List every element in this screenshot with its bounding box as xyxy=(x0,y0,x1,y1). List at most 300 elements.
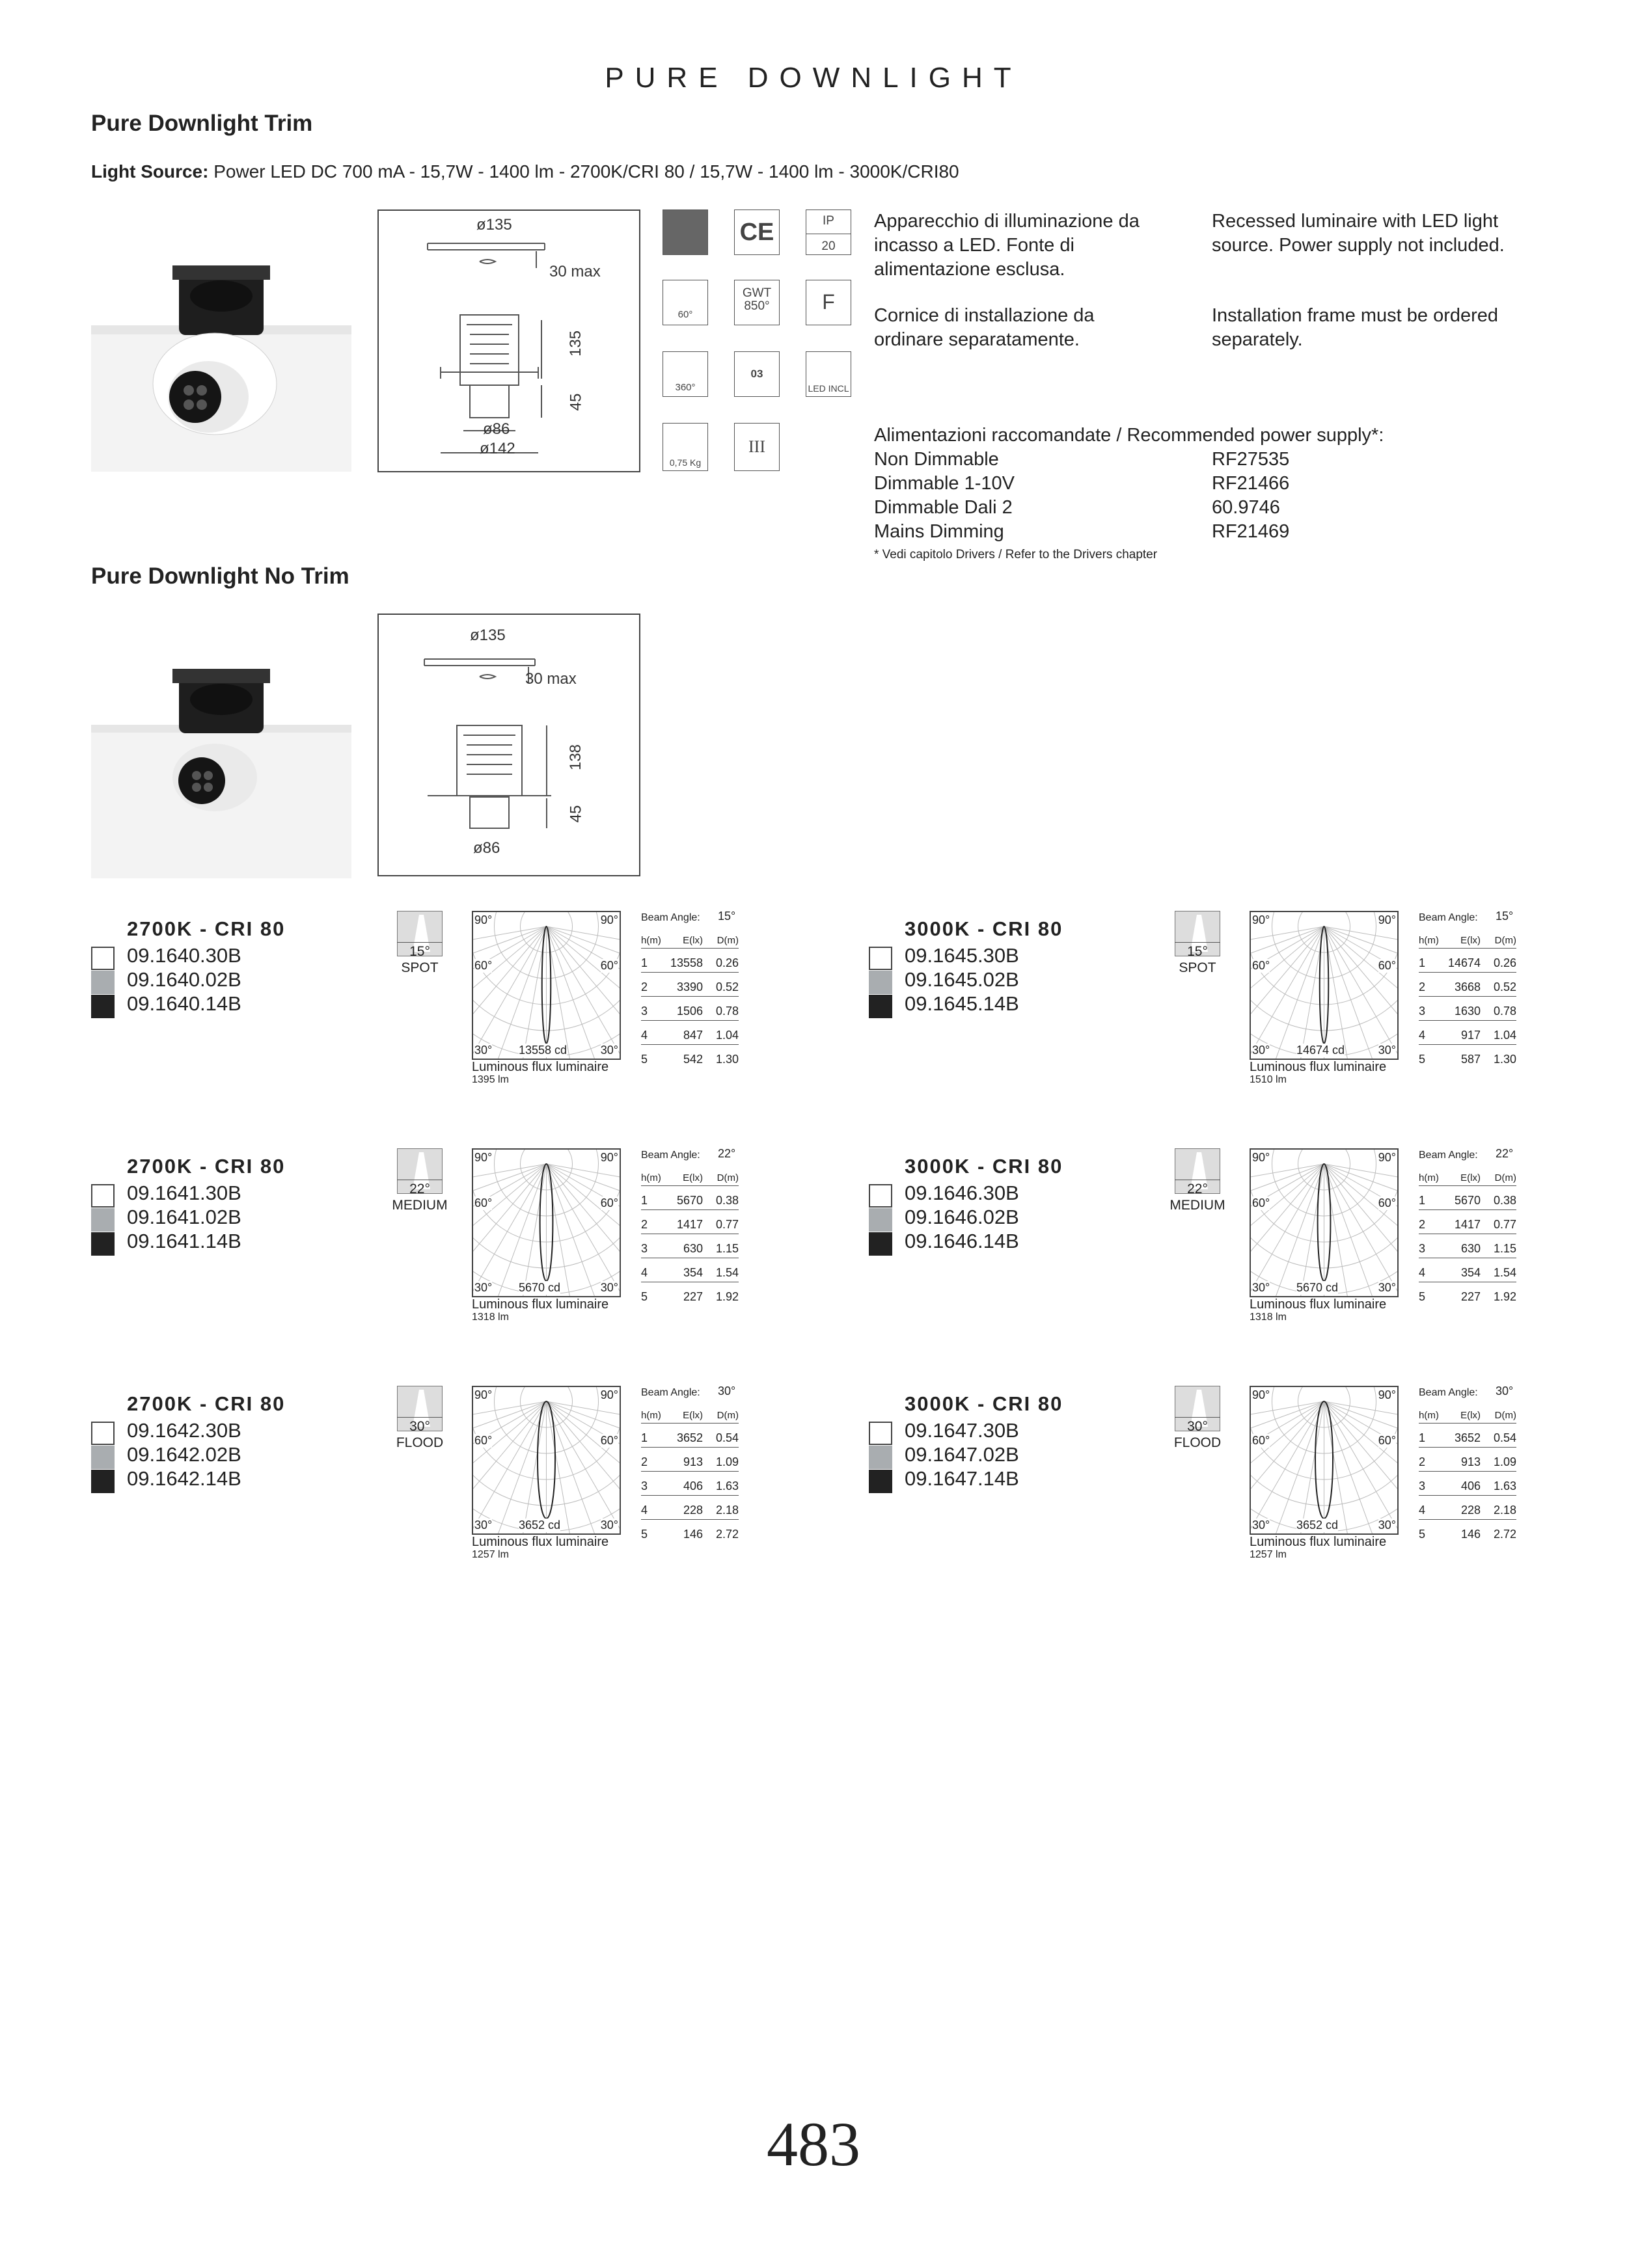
table-cell: 3 xyxy=(1419,1479,1426,1492)
table-cell: 1.30 xyxy=(1493,1053,1516,1066)
dim-diameter-top-notrim: ø135 xyxy=(470,627,506,644)
candela-value: 5670 cd xyxy=(519,1281,561,1294)
table-header-cell: E(lx) xyxy=(1460,935,1481,946)
table-header-row xyxy=(1419,1169,1516,1186)
polar-grid xyxy=(1251,1387,1397,1533)
beam-angle-value: 30° xyxy=(718,1384,736,1397)
color-swatch-grey xyxy=(91,971,115,994)
power-supply-note: * Vedi capitolo Drivers / Refer to the Drivers chapter xyxy=(874,548,1158,561)
polar-angle-label: 90° xyxy=(1252,1151,1270,1164)
table-row xyxy=(641,1021,739,1045)
table-cell: 3 xyxy=(641,1242,648,1255)
luminous-flux-value: 1395 lm xyxy=(472,1074,509,1085)
table-cell: 917 xyxy=(1460,1029,1481,1042)
table-cell: 5 xyxy=(641,1290,648,1303)
table-cell: 1.15 xyxy=(1493,1242,1516,1255)
table-cell: 1630 xyxy=(1454,1005,1481,1018)
polar-angle-label: 30° xyxy=(1378,1281,1396,1294)
table-row xyxy=(1419,1258,1516,1282)
beam-angle-label: Beam Angle: xyxy=(1419,1387,1478,1398)
table-cell: 847 xyxy=(683,1029,703,1042)
light-source-line xyxy=(91,161,959,182)
table-header-cell: h(m) xyxy=(641,1172,661,1183)
dim-height-lower-notrim: 45 xyxy=(567,805,585,823)
product-photo-notrim xyxy=(91,664,351,878)
section-title-notrim: Pure Downlight No Trim xyxy=(91,563,349,589)
polar-angle-label: 30° xyxy=(474,1044,493,1057)
table-header-row xyxy=(641,932,739,949)
table-row xyxy=(1419,1186,1516,1210)
f-mark-icon: F xyxy=(806,280,851,325)
power-supply-name-2: Dimmable 1-10V xyxy=(874,473,1015,494)
color-swatch-black xyxy=(869,995,892,1018)
table-cell: 913 xyxy=(1460,1455,1481,1468)
polar-angle-label: 90° xyxy=(474,1388,493,1401)
table-cell: 2 xyxy=(641,1455,648,1468)
color-swatch-white xyxy=(91,1184,115,1208)
luminous-flux-label: Luminous flux luminaire xyxy=(1250,1297,1387,1312)
luminous-flux-label: Luminous flux luminaire xyxy=(472,1297,609,1312)
color-swatch-black xyxy=(91,1232,115,1256)
polar-angle-label: 60° xyxy=(474,959,493,972)
luminous-flux-value: 1318 lm xyxy=(1250,1312,1287,1323)
table-header-cell: h(m) xyxy=(641,935,661,946)
polar-angle-label: 60° xyxy=(600,1434,618,1447)
polar-angle-label: 60° xyxy=(1252,959,1270,972)
power-supply-code-2: RF21466 xyxy=(1212,473,1290,494)
product-code: 09.1641.30B xyxy=(127,1181,241,1204)
polar-grid xyxy=(473,912,620,1059)
table-header-cell: E(lx) xyxy=(683,1410,703,1421)
polar-angle-label: 30° xyxy=(474,1281,493,1294)
product-header: 2700K - CRI 80 xyxy=(127,1392,286,1415)
table-cell: 5670 xyxy=(676,1194,703,1207)
polar-angle-label: 90° xyxy=(474,913,493,926)
polar-angle-label: 90° xyxy=(474,1151,493,1164)
table-cell: 2 xyxy=(1419,1218,1426,1231)
table-cell: 3390 xyxy=(676,980,703,993)
table-cell: 1.30 xyxy=(715,1053,739,1066)
product-code: 09.1647.14B xyxy=(905,1467,1019,1490)
product-code: 09.1640.14B xyxy=(127,992,241,1015)
polar-angle-label: 30° xyxy=(600,1519,618,1532)
product-code: 09.1641.02B xyxy=(127,1206,241,1228)
technical-drawing-notrim xyxy=(377,614,640,876)
table-cell: 5 xyxy=(1419,1053,1426,1066)
polar-angle-label: 90° xyxy=(1378,1151,1396,1164)
table-row xyxy=(641,1448,739,1472)
beam-angle-value: 22° xyxy=(1496,1147,1514,1160)
table-header-cell: D(m) xyxy=(1494,1410,1516,1421)
table-header-row xyxy=(641,1169,739,1186)
table-row xyxy=(641,997,739,1021)
polar-grid xyxy=(473,1387,620,1533)
beam-degree: 15° xyxy=(397,942,443,960)
page-title: PURE DOWNLIGHT xyxy=(605,62,1022,94)
table-cell: 0.38 xyxy=(715,1194,739,1207)
power-supply-name-1: Non Dimmable xyxy=(874,449,999,470)
table-cell: 2 xyxy=(641,980,648,993)
ip-value: 20 xyxy=(806,234,851,254)
polar-angle-label: 60° xyxy=(1378,959,1396,972)
power-supply-name-4: Mains Dimming xyxy=(874,521,1004,542)
product-header: 3000K - CRI 80 xyxy=(905,1392,1063,1415)
table-row xyxy=(1419,1472,1516,1496)
table-cell: 630 xyxy=(1460,1242,1481,1255)
photometric-table xyxy=(641,1407,739,1543)
safety-class-iii-icon: III xyxy=(734,423,780,471)
beam-angle-value: 30° xyxy=(1496,1384,1514,1397)
polar-grid xyxy=(473,1150,620,1296)
table-header-cell: h(m) xyxy=(641,1410,661,1421)
table-cell: 227 xyxy=(683,1290,703,1303)
glow-wire-icon xyxy=(734,280,780,325)
table-cell: 228 xyxy=(683,1504,703,1517)
light-source-text: Power LED DC 700 mA - 15,7W - 1400 lm - 2700K/CRI 80 / 15,7W - 1400 lm - 3000K/CRI80 xyxy=(208,161,959,182)
table-cell: 3 xyxy=(641,1005,648,1018)
dim-diameter-outer: ø142 xyxy=(480,440,515,457)
table-cell: 1.54 xyxy=(1493,1266,1516,1279)
polar-diagram xyxy=(1250,911,1399,1060)
ce-mark-icon: CE xyxy=(734,209,780,255)
polar-angle-label: 60° xyxy=(1252,1434,1270,1447)
photometric-table xyxy=(641,1169,739,1306)
polar-angle-label: 30° xyxy=(600,1281,618,1294)
table-row xyxy=(1419,1282,1516,1306)
product-code: 09.1647.02B xyxy=(905,1443,1019,1466)
luminous-flux-label: Luminous flux luminaire xyxy=(472,1535,609,1549)
technical-drawing-trim xyxy=(377,209,640,472)
power-supply-name-3: Dimmable Dali 2 xyxy=(874,497,1013,518)
polar-angle-label: 90° xyxy=(600,1151,618,1164)
polar-angle-label: 60° xyxy=(474,1196,493,1209)
table-cell: 4 xyxy=(1419,1029,1426,1042)
polar-angle-label: 30° xyxy=(1378,1519,1396,1532)
dim-diameter-inner-notrim: ø86 xyxy=(473,839,500,857)
table-cell: 0.78 xyxy=(1493,1005,1516,1018)
description-it-2: Cornice di installazione da ordinare separatamente. xyxy=(874,305,1095,350)
table-cell: 913 xyxy=(683,1455,703,1468)
table-row xyxy=(1419,1045,1516,1068)
beam-name: FLOOD xyxy=(1173,1435,1222,1450)
table-cell: 1 xyxy=(641,956,648,969)
product-code: 09.1646.02B xyxy=(905,1206,1019,1228)
polar-angle-label: 90° xyxy=(1252,913,1270,926)
table-cell: 2 xyxy=(1419,980,1426,993)
table-cell: 4 xyxy=(1419,1504,1426,1517)
polar-angle-label: 30° xyxy=(1378,1044,1396,1057)
table-header-cell: D(m) xyxy=(1494,1172,1516,1183)
beam-name: MEDIUM xyxy=(1169,1198,1225,1213)
color-swatch-white xyxy=(869,1184,892,1208)
table-cell: 4 xyxy=(1419,1266,1426,1279)
table-row xyxy=(641,1472,739,1496)
color-swatch-black xyxy=(91,995,115,1018)
dim-thickness-notrim: 30 max xyxy=(525,670,577,688)
beam-degree: 30° xyxy=(1175,1417,1220,1435)
product-code: 09.1640.02B xyxy=(127,968,241,991)
beam-angle-value: 22° xyxy=(718,1147,736,1160)
table-cell: 2 xyxy=(1419,1455,1426,1468)
table-cell: 1.15 xyxy=(715,1242,739,1255)
polar-angle-label: 60° xyxy=(1252,1196,1270,1209)
table-row xyxy=(1419,1448,1516,1472)
table-cell: 1.09 xyxy=(1493,1455,1516,1468)
beam-name: SPOT xyxy=(401,960,439,975)
table-row xyxy=(1419,1520,1516,1543)
table-cell: 1.92 xyxy=(715,1290,739,1303)
table-cell: 3652 xyxy=(676,1431,703,1444)
beam-angle-label: Beam Angle: xyxy=(641,1387,700,1398)
product-code: 09.1640.30B xyxy=(127,944,241,967)
tilt-angle-icon: 60° xyxy=(663,280,708,325)
dim-thickness: 30 max xyxy=(549,263,601,280)
beam-angle-label: Beam Angle: xyxy=(641,912,700,923)
dim-height-lower: 45 xyxy=(567,393,585,411)
power-supply-code-3: 60.9746 xyxy=(1212,497,1280,518)
power-supply-code-4: RF21469 xyxy=(1212,521,1290,542)
table-cell: 5 xyxy=(641,1528,648,1541)
color-swatch-grey xyxy=(91,1446,115,1469)
photometric-table xyxy=(1419,1169,1516,1306)
product-code: 09.1642.30B xyxy=(127,1419,241,1442)
table-header-cell: D(m) xyxy=(717,1410,739,1421)
table-header-row xyxy=(1419,932,1516,949)
table-cell: 228 xyxy=(1460,1504,1481,1517)
table-row xyxy=(641,1424,739,1448)
polar-grid xyxy=(1251,912,1397,1059)
table-cell: 4 xyxy=(641,1504,648,1517)
table-cell: 3 xyxy=(641,1479,648,1492)
beam-angle-label: Beam Angle: xyxy=(1419,912,1478,923)
polar-angle-label: 60° xyxy=(1378,1434,1396,1447)
color-swatch-grey xyxy=(869,1446,892,1469)
polar-angle-label: 90° xyxy=(1378,913,1396,926)
table-row xyxy=(641,1210,739,1234)
table-header-cell: h(m) xyxy=(1419,1172,1439,1183)
table-row xyxy=(1419,1424,1516,1448)
photometric-table xyxy=(1419,1407,1516,1543)
table-cell: 630 xyxy=(683,1242,703,1255)
table-header-cell: h(m) xyxy=(1419,1410,1439,1421)
polar-angle-label: 60° xyxy=(1378,1196,1396,1209)
table-row xyxy=(1419,1234,1516,1258)
color-swatch-grey xyxy=(869,1208,892,1232)
table-row xyxy=(1419,997,1516,1021)
polar-diagram xyxy=(472,1386,621,1535)
table-cell: 2.18 xyxy=(715,1504,739,1517)
table-header-cell: h(m) xyxy=(1419,935,1439,946)
polar-angle-label: 60° xyxy=(474,1434,493,1447)
photometric-table xyxy=(641,932,739,1068)
table-cell: 1.04 xyxy=(715,1029,739,1042)
table-cell: 13558 xyxy=(670,956,703,969)
gwt-value: 850° xyxy=(744,299,770,313)
description-en-1: Recessed luminaire with LED light source. Power supply not included. xyxy=(1212,211,1505,256)
polar-angle-label: 30° xyxy=(474,1519,493,1532)
table-cell: 2.18 xyxy=(1493,1504,1516,1517)
table-row xyxy=(641,1258,739,1282)
polar-grid xyxy=(1251,1150,1397,1296)
table-cell: 587 xyxy=(1460,1053,1481,1066)
table-cell: 0.78 xyxy=(715,1005,739,1018)
polar-angle-label: 30° xyxy=(1252,1519,1270,1532)
color-swatch-black xyxy=(869,1470,892,1493)
product-header: 2700K - CRI 80 xyxy=(127,917,286,940)
table-cell: 542 xyxy=(683,1053,703,1066)
page-number: 483 xyxy=(767,2109,860,2179)
table-cell: 1 xyxy=(1419,1194,1426,1207)
section-title-trim: Pure Downlight Trim xyxy=(91,111,313,136)
product-code: 09.1645.02B xyxy=(905,968,1019,991)
ip-label: IP xyxy=(823,214,834,228)
rotation-icon: 360° xyxy=(663,351,708,397)
color-swatch-white xyxy=(869,1422,892,1445)
polar-angle-label: 30° xyxy=(1252,1281,1270,1294)
table-row xyxy=(641,1234,739,1258)
polar-angle-label: 30° xyxy=(1252,1044,1270,1057)
table-cell: 0.54 xyxy=(1493,1431,1516,1444)
table-row xyxy=(1419,1021,1516,1045)
color-swatch-white xyxy=(91,1422,115,1445)
table-cell: 0.26 xyxy=(715,956,739,969)
table-cell: 1.09 xyxy=(715,1455,739,1468)
led-included-icon: LED INCL xyxy=(806,351,851,397)
table-header-cell: E(lx) xyxy=(1460,1172,1481,1183)
power-supply-title: Alimentazioni raccomandate / Recommended power supply*: xyxy=(874,425,1384,446)
power-supply-code-1: RF27535 xyxy=(1212,449,1290,470)
table-cell: 2.72 xyxy=(715,1528,739,1541)
table-cell: 1.92 xyxy=(1493,1290,1516,1303)
polar-angle-label: 30° xyxy=(600,1044,618,1057)
table-cell: 5 xyxy=(1419,1290,1426,1303)
downlight-symbol-icon xyxy=(663,209,708,255)
product-code: 09.1645.14B xyxy=(905,992,1019,1015)
candela-value: 5670 cd xyxy=(1296,1281,1339,1294)
beam-angle-label: Beam Angle: xyxy=(1419,1150,1478,1161)
dim-height-notrim: 138 xyxy=(567,744,585,771)
product-code: 09.1647.30B xyxy=(905,1419,1019,1442)
table-header-cell: E(lx) xyxy=(683,935,703,946)
polar-angle-label: 60° xyxy=(600,959,618,972)
table-cell: 354 xyxy=(683,1266,703,1279)
beam-name: MEDIUM xyxy=(392,1198,448,1213)
table-cell: 1417 xyxy=(1454,1218,1481,1231)
table-row xyxy=(641,1186,739,1210)
table-cell: 1.63 xyxy=(715,1479,739,1492)
table-cell: 3 xyxy=(1419,1005,1426,1018)
photometric-table xyxy=(1419,932,1516,1068)
table-cell: 14674 xyxy=(1447,956,1481,969)
weight-icon: 0,75 Kg xyxy=(663,423,708,471)
luminous-flux-value: 1510 lm xyxy=(1250,1074,1287,1085)
table-cell: 1417 xyxy=(676,1218,703,1231)
polar-diagram xyxy=(472,911,621,1060)
product-header: 3000K - CRI 80 xyxy=(905,1155,1063,1178)
polar-angle-label: 90° xyxy=(600,1388,618,1401)
table-cell: 3 xyxy=(1419,1242,1426,1255)
table-header-cell: D(m) xyxy=(717,935,739,946)
light-source-label: Light Source: xyxy=(91,161,209,182)
table-cell: 0.52 xyxy=(1493,980,1516,993)
table-cell: 1 xyxy=(641,1431,648,1444)
luminous-flux-value: 1257 lm xyxy=(472,1549,509,1560)
product-code: 09.1642.14B xyxy=(127,1467,241,1490)
table-header-cell: E(lx) xyxy=(683,1172,703,1183)
table-cell: 1.54 xyxy=(715,1266,739,1279)
table-row xyxy=(641,1496,739,1520)
table-row xyxy=(1419,1496,1516,1520)
table-cell: 1 xyxy=(1419,956,1426,969)
table-cell: 0.38 xyxy=(1493,1194,1516,1207)
table-row xyxy=(641,1045,739,1068)
luminous-flux-label: Luminous flux luminaire xyxy=(472,1060,609,1074)
table-cell: 1506 xyxy=(676,1005,703,1018)
table-cell: 146 xyxy=(1460,1528,1481,1541)
product-code: 09.1645.30B xyxy=(905,944,1019,967)
candela-value: 13558 cd xyxy=(519,1044,567,1057)
polar-diagram xyxy=(472,1148,621,1297)
product-code: 09.1641.14B xyxy=(127,1230,241,1252)
polar-angle-label: 90° xyxy=(1378,1388,1396,1401)
gwt-label: GWT xyxy=(742,286,772,300)
candela-value: 3652 cd xyxy=(1296,1519,1339,1532)
polar-diagram xyxy=(1250,1386,1399,1535)
table-cell: 4 xyxy=(641,1266,648,1279)
luminous-flux-value: 1318 lm xyxy=(472,1312,509,1323)
polar-diagram xyxy=(1250,1148,1399,1297)
product-code: 09.1646.30B xyxy=(905,1181,1019,1204)
table-cell: 0.26 xyxy=(1493,956,1516,969)
energy-class-icon: 03 xyxy=(734,351,780,397)
table-row xyxy=(641,1282,739,1306)
color-swatch-black xyxy=(91,1470,115,1493)
polar-angle-label: 90° xyxy=(1252,1388,1270,1401)
table-header-cell: E(lx) xyxy=(1460,1410,1481,1421)
table-cell: 406 xyxy=(683,1479,703,1492)
dim-height: 135 xyxy=(567,330,585,357)
product-code: 09.1646.14B xyxy=(905,1230,1019,1252)
luminous-flux-label: Luminous flux luminaire xyxy=(1250,1060,1387,1074)
table-cell: 1.04 xyxy=(1493,1029,1516,1042)
beam-angle-label: Beam Angle: xyxy=(641,1150,700,1161)
table-header-row xyxy=(1419,1407,1516,1424)
color-swatch-white xyxy=(869,947,892,970)
description-en-2: Installation frame must be ordered separately. xyxy=(1212,305,1499,350)
table-header-row xyxy=(641,1407,739,1424)
dim-diameter-top: ø135 xyxy=(476,216,512,234)
color-swatch-grey xyxy=(869,971,892,994)
beam-degree: 15° xyxy=(1175,942,1220,960)
table-cell: 5 xyxy=(641,1053,648,1066)
table-cell: 406 xyxy=(1460,1479,1481,1492)
table-cell: 0.52 xyxy=(715,980,739,993)
color-swatch-grey xyxy=(91,1208,115,1232)
polar-angle-label: 60° xyxy=(600,1196,618,1209)
table-row xyxy=(1419,949,1516,973)
table-row xyxy=(1419,1210,1516,1234)
table-cell: 1 xyxy=(641,1194,648,1207)
table-cell: 227 xyxy=(1460,1290,1481,1303)
beam-name: SPOT xyxy=(1179,960,1216,975)
luminous-flux-label: Luminous flux luminaire xyxy=(1250,1535,1387,1549)
ip-rating-icon xyxy=(806,209,851,255)
table-cell: 2 xyxy=(641,1218,648,1231)
beam-degree: 30° xyxy=(397,1417,443,1435)
table-row xyxy=(641,973,739,997)
table-cell: 0.77 xyxy=(715,1218,739,1231)
description-it-1: Apparecchio di illuminazione da incasso a LED. Fonte di alimentazione esclusa. xyxy=(874,211,1140,280)
